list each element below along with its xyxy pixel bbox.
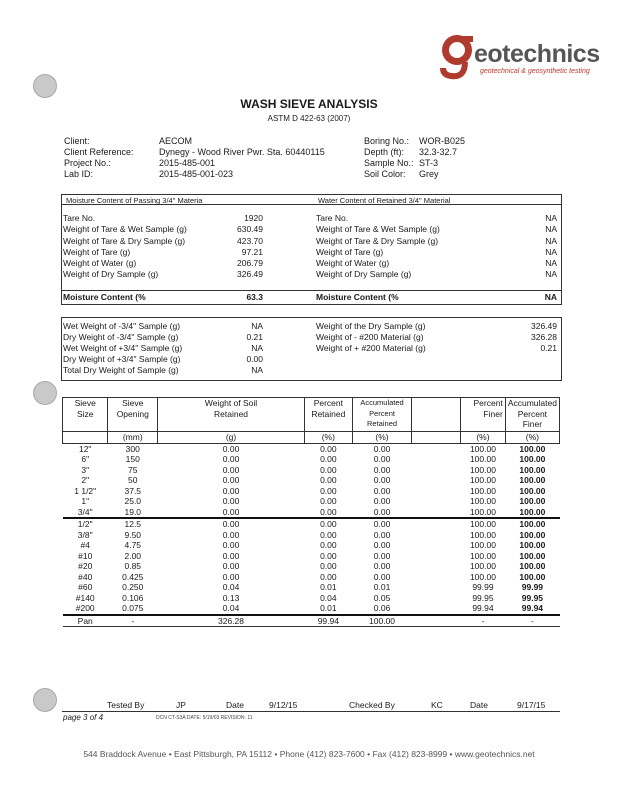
table-row: 1 1/2" 37.5 0.00 0.00 0.00 100.00 100.00: [74, 485, 546, 496]
weights-right: Weight of the Dry Sample (g) 326.49 Weight of - #200 Material (g) 326.28 Weight of + #200 Material (g) 0.21: [316, 321, 557, 353]
table-row: #200 0.075 0.04 0.01 0.06 99.94 99.94: [75, 603, 544, 613]
table-row: #10 2.00 0.00 0.00 0.00 100.00 100.00: [78, 550, 546, 561]
punch-hole-top: [33, 74, 57, 98]
logo-tagline: geotechnical & geosynthetic testing: [480, 68, 590, 75]
moisture-left-header: Moisture Content of Passing 3/4" Materia: [66, 196, 203, 205]
table-row: 2" 50 0.00 0.00 0.00 100.00 100.00: [81, 475, 546, 485]
table-row: #60 0.250 0.04 0.01 0.01 99.99 99.99: [78, 582, 544, 592]
table-row: 1/2" 12.5 0.00 0.00 0.00 100.00 100.00: [63, 518, 560, 530]
table-row: #20 0.85 0.00 0.00 0.00 100.00 100.00: [78, 561, 546, 571]
geotechnics-logo-icon: [437, 32, 477, 80]
table-row: 3" 75 0.00 0.00 0.00 100.00 100.00: [81, 464, 546, 475]
table-row: 3/4" 19.0 0.00 0.00 0.00 100.00 100.00: [77, 506, 546, 517]
table-row: 1" 25.0 0.00 0.00 0.00 100.00 100.00: [81, 496, 546, 506]
moisture-left-result: Moisture Content (% 63.3: [63, 292, 263, 302]
table-row: #140 0.106 0.13 0.04 0.05 99.95 99.95: [75, 592, 544, 603]
table-row: 12" 300 0.00 0.00 0.00 100.00 100.00: [78, 443, 546, 454]
page-subtitle: ASTM D 422-63 (2007): [267, 114, 351, 123]
col-header: [412, 398, 461, 432]
sieve-table-body: [63, 432, 560, 627]
moisture-left-rows: Tare No. 1920 Weight of Tare & Wet Sample (g) 630.49 Weight of Tare & Dry Sample (g) 423.70 Weight of Tare (g) 97.21 Weight of Water (g) 206.79 Weight of Dry Sample (g) 326.49: [63, 213, 263, 280]
moisture-right-header: Water Content of Retained 3/4" Material: [318, 196, 451, 205]
table-row: #4 4.75 0.00 0.00 0.00 100.00 100.00: [80, 540, 546, 550]
punch-hole-bottom: [33, 688, 57, 712]
checked-date: 9/17/15: [517, 700, 546, 710]
col-header: Weight of Soil Retained: [158, 398, 305, 432]
page-title: WASH SIEVE ANALYSIS: [240, 97, 378, 111]
col-header: Sieve Opening: [108, 398, 158, 432]
col-header: Percent Retained: [304, 398, 352, 432]
pan-row: Pan - 326.28 99.94 100.00 - -: [63, 615, 560, 627]
info-left: Client: AECOM Client Reference: Dynegy - Wood River Pwr. Sta. 60440115 Project No.: 2015-485-001 Lab ID: 2015-485-001-023: [64, 136, 325, 179]
tested-by-label: Tested By: [107, 700, 145, 710]
weights-left: Wet Weight of -3/4" Sample (g) NA Dry Weight of -3/4" Sample (g) 0.21 Wet Weight of +3/4" Sample (g) NA Dry Weight of +3/4" Sample (g) 0.00 Total Dry Weight of Sample (g) NA: [63, 321, 263, 375]
date2-label: Date: [470, 700, 488, 710]
table-row: 3/8" 9.50 0.00 0.00 0.00 100.00 100.00: [77, 529, 546, 540]
units-row: (mm) (g) (%) (%) (%) (%): [63, 432, 560, 444]
col-header: Sieve Size: [63, 398, 108, 432]
table-row: #40 0.425 0.00 0.00 0.00 100.00 100.00: [78, 571, 546, 582]
info-right: Boring No.: WOR-B025 Depth (ft): 32.3-32.7 Sample No.: ST-3 Soil Color: Grey: [364, 136, 466, 179]
col-header: Accumulated Percent Retained: [352, 398, 412, 432]
tested-date: 9/12/15: [269, 700, 298, 710]
logo-wordmark: eotechnics: [474, 40, 600, 68]
sieve-table: [62, 397, 560, 627]
footer-address: 544 Braddock Avenue • East Pittsburgh, PA 15112 • Phone (412) 823-7600 • Fax (412) 823-8999 • www.geotechnics.net: [83, 749, 535, 759]
moisture-right-result: Moisture Content (% NA: [316, 292, 557, 302]
table-row: 6" 150 0.00 0.00 0.00 100.00 100.00: [81, 454, 546, 464]
tested-by-value: JP: [176, 700, 186, 710]
checked-by-value: KC: [431, 700, 443, 710]
page-number: page 3 of 4: [63, 713, 104, 722]
moisture-right-rows: Tare No. NA Weight of Tare & Wet Sample (g) NA Weight of Tare & Dry Sample (g) NA Weight of Tare (g) NA Weight of Water (g) NA Weight of Dry Sample (g) NA: [316, 213, 557, 280]
checked-by-label: Checked By: [349, 700, 395, 710]
date-label: Date: [226, 700, 244, 710]
col-header: Percent Finer: [461, 398, 506, 432]
sieve-table-header: [63, 398, 560, 432]
col-header: Accumulated Percent Finer: [505, 398, 559, 432]
punch-hole-middle: [33, 381, 57, 405]
doc-code: DCN CT-S3A DATE: 5/19/03 REVISION: 11: [156, 715, 253, 721]
